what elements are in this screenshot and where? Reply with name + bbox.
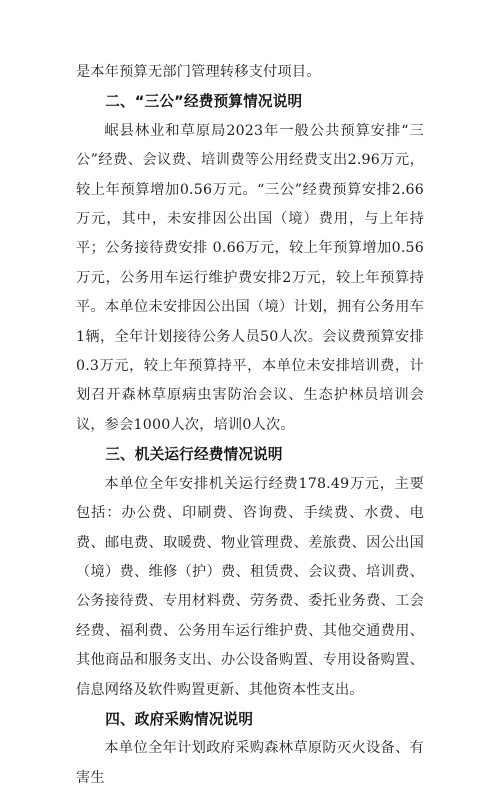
section-heading-three-public-expenses: 二、“三公”经费预算情况说明 [105, 93, 303, 111]
section-heading-government-procurement: 四、政府采购情况说明 [105, 710, 254, 728]
document-body [76, 58, 424, 793]
section-paragraph-operating-expenses: 本单位全年安排机关运行经费178.49万元，主要包括：办公费、印刷费、咨询费、手续费、水费、电费、邮电费、取暖费、物业管理费、差旅费、因公出国（境）费、维修（护）费、租赁费、会议费、培训费、公务接待费、专用材料费、劳务费、委托业务费、工会经费、福利费、公务用车运行维护费、其他交通费用、其他商品和服务支出、办公设备购置、专用设备购置、信息网络及软件购置更新、其他资本性支出。 [76, 475, 424, 698]
intro-line: 是本年预算无部门管理转移支付项目。 [76, 64, 321, 80]
section-paragraph-three-public-expenses: 岷县林业和草原局2023年一般公共预算安排“三公”经费、会议费、培训费等公用经费支出2.96万元，较上年预算增加0.56万元。“三公”经费预算安排2.66万元，其中，未安排因公出国（境）费用，与上年持平；公务接待费安排 0.66万元，较上年预算增加0.56万元，公务用车运行维护费安排2万元，较上年预算持平。本单位未安排因公出国（境）计划，拥有公务用车1辆，全年计划接待公务人员50人次。会议费预算安排0.3万元，较上年预算持平，本单位未安排培训费，计划召开森林草原病虫害防治会议、生态护林员培训会议，参会1000人次，培训0人次。 [76, 122, 424, 433]
section-heading-operating-expenses: 三、机关运行经费情况说明 [105, 446, 283, 464]
section-paragraph-government-procurement: 本单位全年计划政府采购森林草原防灭火设备、有害生 [76, 740, 424, 786]
